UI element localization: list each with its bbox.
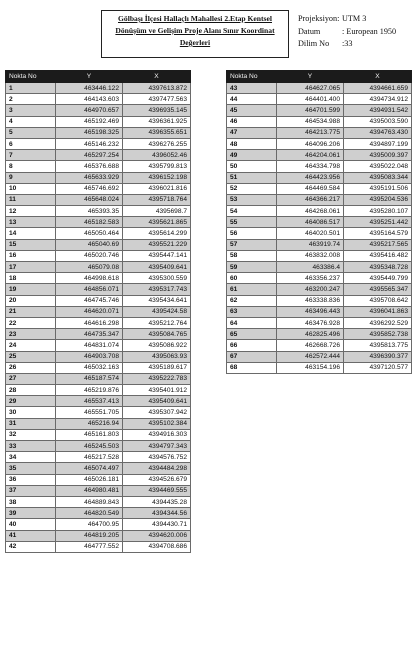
y-cell: 464086.517 — [277, 217, 344, 228]
y-cell: 465376.688 — [56, 161, 123, 172]
point-no-cell: 65 — [227, 329, 277, 340]
point-no-cell: 39 — [6, 508, 56, 519]
x-cell: 4395307.942 — [123, 407, 191, 418]
point-no-cell: 29 — [6, 396, 56, 407]
y-cell: 463476.928 — [277, 317, 344, 328]
table-row — [6, 429, 191, 440]
point-no-cell: 1 — [6, 83, 56, 94]
table-row — [6, 362, 191, 373]
title-line-2: Dönüşüm ve Gelişim Proje Alanı Sınır Koordinat — [115, 26, 275, 35]
y-cell: 464020.501 — [277, 228, 344, 239]
x-cell: 4395251.442 — [344, 217, 412, 228]
x-cell: 4394620.006 — [123, 530, 191, 541]
zone-label: Dilim No — [298, 39, 330, 48]
table-row — [6, 485, 191, 496]
point-no-cell: 26 — [6, 362, 56, 373]
table-row — [6, 172, 191, 183]
point-no-cell: 42 — [6, 541, 56, 552]
y-cell: 464616.298 — [56, 317, 123, 328]
x-cell: 4394576.752 — [123, 452, 191, 463]
y-cell: 462825.496 — [277, 329, 344, 340]
point-no-cell: 4 — [6, 116, 56, 127]
projection-label: Projeksiyon: — [298, 14, 340, 23]
x-cell: 4395698.7 — [123, 206, 191, 217]
header-point-no: Nokta No — [227, 71, 277, 83]
table-row — [6, 452, 191, 463]
y-cell: 465146.232 — [56, 138, 123, 149]
x-cell: 4395813.775 — [344, 340, 412, 351]
point-no-cell: 14 — [6, 228, 56, 239]
x-cell: 4397120.577 — [344, 362, 412, 373]
point-no-cell: 11 — [6, 194, 56, 205]
document-title — [101, 10, 289, 58]
point-no-cell: 48 — [227, 138, 277, 149]
y-cell: 464334.798 — [277, 161, 344, 172]
x-cell: 4395212.764 — [123, 317, 191, 328]
point-no-cell: 67 — [227, 351, 277, 362]
x-cell: 4395348.728 — [344, 262, 412, 273]
table-row — [6, 194, 191, 205]
point-no-cell: 38 — [6, 496, 56, 507]
title-line-1: Gölbaşı İlçesi Hallaçlı Mahallesi 2.Etap Kentsel — [118, 14, 272, 23]
table-row — [6, 373, 191, 384]
point-no-cell: 45 — [227, 105, 277, 116]
y-cell: 464627.065 — [277, 83, 344, 94]
y-cell: 464620.071 — [56, 306, 123, 317]
y-cell: 464745.746 — [56, 295, 123, 306]
point-no-cell: 63 — [227, 306, 277, 317]
x-cell: 4396935.145 — [123, 105, 191, 116]
table-row — [6, 351, 191, 362]
table-row — [227, 329, 412, 340]
x-cell: 4395799.813 — [123, 161, 191, 172]
y-cell: 465074.497 — [56, 463, 123, 474]
y-cell: 465198.325 — [56, 127, 123, 138]
y-cell: 465079.08 — [56, 262, 123, 273]
table-row — [227, 284, 412, 295]
x-cell: 4395217.565 — [344, 239, 412, 250]
y-cell: 465192.469 — [56, 116, 123, 127]
table-row — [227, 206, 412, 217]
x-cell: 4394435.28 — [123, 496, 191, 507]
y-cell: 464980.481 — [56, 485, 123, 496]
point-no-cell: 15 — [6, 239, 56, 250]
table-row — [6, 239, 191, 250]
table-row — [227, 317, 412, 328]
y-cell: 464701.599 — [277, 105, 344, 116]
header-y: Y — [277, 71, 344, 83]
table-row — [6, 474, 191, 485]
table-header-row — [6, 71, 191, 83]
y-cell: 465393.35 — [56, 206, 123, 217]
header-point-no: Nokta No — [6, 71, 56, 83]
point-no-cell: 17 — [6, 262, 56, 273]
point-no-cell: 16 — [6, 250, 56, 261]
x-cell: 4395003.590 — [344, 116, 412, 127]
point-no-cell: 37 — [6, 485, 56, 496]
x-cell: 4396152.198 — [123, 172, 191, 183]
x-cell: 4394897.199 — [344, 138, 412, 149]
x-cell: 4395300.559 — [123, 273, 191, 284]
x-cell: 4394430.71 — [123, 519, 191, 530]
coordinate-table-left — [5, 70, 191, 553]
x-cell: 4394931.542 — [344, 105, 412, 116]
datum-row — [298, 26, 396, 39]
table-row — [227, 239, 412, 250]
point-no-cell: 66 — [227, 340, 277, 351]
x-cell: 4394734.912 — [344, 94, 412, 105]
title-line-3: Değerleri — [179, 38, 211, 47]
point-no-cell: 13 — [6, 217, 56, 228]
x-cell: 4394763.430 — [344, 127, 412, 138]
y-cell: 465537.413 — [56, 396, 123, 407]
point-no-cell: 46 — [227, 116, 277, 127]
y-cell: 464700.95 — [56, 519, 123, 530]
y-cell: 463200.247 — [277, 284, 344, 295]
header-y: Y — [56, 71, 123, 83]
y-cell: 465297.254 — [56, 150, 123, 161]
y-cell: 465026.181 — [56, 474, 123, 485]
table-row — [6, 138, 191, 149]
x-cell: 4395189.617 — [123, 362, 191, 373]
point-no-cell: 33 — [6, 441, 56, 452]
projection-row — [298, 13, 396, 26]
point-no-cell: 27 — [6, 373, 56, 384]
y-cell: 464096.206 — [277, 138, 344, 149]
table-row — [227, 306, 412, 317]
y-cell: 463919.74 — [277, 239, 344, 250]
point-no-cell: 23 — [6, 329, 56, 340]
table-row — [227, 94, 412, 105]
x-cell: 4395191.506 — [344, 183, 412, 194]
point-no-cell: 25 — [6, 351, 56, 362]
point-no-cell: 34 — [6, 452, 56, 463]
x-cell: 4396276.255 — [123, 138, 191, 149]
table-row — [6, 284, 191, 295]
x-cell: 4394469.555 — [123, 485, 191, 496]
x-cell: 4395083.344 — [344, 172, 412, 183]
x-cell: 4394916.303 — [123, 429, 191, 440]
x-cell: 4395317.743 — [123, 284, 191, 295]
y-cell: 463496.443 — [277, 306, 344, 317]
table-row — [227, 183, 412, 194]
x-cell: 4395565.347 — [344, 284, 412, 295]
y-cell: 465040.69 — [56, 239, 123, 250]
y-cell: 465551.705 — [56, 407, 123, 418]
table-row — [6, 228, 191, 239]
point-no-cell: 19 — [6, 284, 56, 295]
y-cell: 463386.4 — [277, 262, 344, 273]
point-no-cell: 60 — [227, 273, 277, 284]
x-cell: 4395449.799 — [344, 273, 412, 284]
y-cell: 465032.163 — [56, 362, 123, 373]
y-cell: 464366.217 — [277, 194, 344, 205]
y-cell: 464856.071 — [56, 284, 123, 295]
x-cell: 4395204.536 — [344, 194, 412, 205]
x-cell: 4395409.641 — [123, 262, 191, 273]
point-no-cell: 44 — [227, 94, 277, 105]
y-cell: 464268.061 — [277, 206, 344, 217]
point-no-cell: 31 — [6, 418, 56, 429]
y-cell: 463338.836 — [277, 295, 344, 306]
x-cell: 4395280.107 — [344, 206, 412, 217]
x-cell: 4395614.299 — [123, 228, 191, 239]
table-row — [227, 150, 412, 161]
y-cell: 464819.205 — [56, 530, 123, 541]
y-cell: 464204.061 — [277, 150, 344, 161]
point-no-cell: 47 — [227, 127, 277, 138]
x-cell: 4395521.229 — [123, 239, 191, 250]
point-no-cell: 56 — [227, 228, 277, 239]
y-cell: 465746.692 — [56, 183, 123, 194]
table-row — [227, 273, 412, 284]
x-cell: 4395708.642 — [344, 295, 412, 306]
table-row — [227, 105, 412, 116]
table-row — [6, 340, 191, 351]
x-cell: 4397613.872 — [123, 83, 191, 94]
point-no-cell: 8 — [6, 161, 56, 172]
table-row — [227, 295, 412, 306]
point-no-cell: 20 — [6, 295, 56, 306]
y-cell: 465648.024 — [56, 194, 123, 205]
point-no-cell: 12 — [6, 206, 56, 217]
x-cell: 4395222.783 — [123, 373, 191, 384]
point-no-cell: 61 — [227, 284, 277, 295]
point-no-cell: 22 — [6, 317, 56, 328]
y-cell: 462668.726 — [277, 340, 344, 351]
x-cell: 4394708.686 — [123, 541, 191, 552]
table-header-row — [227, 71, 412, 83]
y-cell: 465161.803 — [56, 429, 123, 440]
point-no-cell: 18 — [6, 273, 56, 284]
table-row — [6, 418, 191, 429]
point-no-cell: 57 — [227, 239, 277, 250]
x-cell: 4395022.048 — [344, 161, 412, 172]
point-no-cell: 41 — [6, 530, 56, 541]
table-row — [6, 161, 191, 172]
y-cell: 464831.074 — [56, 340, 123, 351]
x-cell: 4397477.563 — [123, 94, 191, 105]
point-no-cell: 30 — [6, 407, 56, 418]
point-no-cell: 43 — [227, 83, 277, 94]
table-row — [6, 250, 191, 261]
table-row — [227, 362, 412, 373]
y-cell: 464777.552 — [56, 541, 123, 552]
x-cell: 4394526.679 — [123, 474, 191, 485]
point-no-cell: 36 — [6, 474, 56, 485]
point-no-cell: 6 — [6, 138, 56, 149]
table-row — [6, 530, 191, 541]
point-no-cell: 28 — [6, 385, 56, 396]
point-no-cell: 68 — [227, 362, 277, 373]
table-row — [6, 508, 191, 519]
header-x: X — [344, 71, 412, 83]
table-row — [6, 116, 191, 127]
table-row — [6, 541, 191, 552]
x-cell: 4395401.912 — [123, 385, 191, 396]
x-cell: 4396361.925 — [123, 116, 191, 127]
y-cell: 464213.775 — [277, 127, 344, 138]
y-cell: 464469.584 — [277, 183, 344, 194]
x-cell: 4396041.863 — [344, 306, 412, 317]
x-cell: 4395416.482 — [344, 250, 412, 261]
table-row — [6, 441, 191, 452]
table-row — [6, 83, 191, 94]
zone-row — [298, 38, 396, 51]
y-cell: 464423.956 — [277, 172, 344, 183]
table-row — [6, 317, 191, 328]
x-cell: 4396021.816 — [123, 183, 191, 194]
point-no-cell: 5 — [6, 127, 56, 138]
table-row — [6, 206, 191, 217]
table-row — [6, 519, 191, 530]
y-cell: 464820.549 — [56, 508, 123, 519]
point-no-cell: 55 — [227, 217, 277, 228]
table-row — [6, 127, 191, 138]
point-no-cell: 64 — [227, 317, 277, 328]
point-no-cell: 40 — [6, 519, 56, 530]
x-cell: 4395447.141 — [123, 250, 191, 261]
x-cell: 4395852.738 — [344, 329, 412, 340]
point-no-cell: 2 — [6, 94, 56, 105]
point-no-cell: 62 — [227, 295, 277, 306]
zone-value: :33 — [342, 39, 353, 48]
table-row — [6, 407, 191, 418]
point-no-cell: 52 — [227, 183, 277, 194]
y-cell: 463832.008 — [277, 250, 344, 261]
y-cell: 462572.444 — [277, 351, 344, 362]
x-cell: 4395102.384 — [123, 418, 191, 429]
point-no-cell: 50 — [227, 161, 277, 172]
point-no-cell: 3 — [6, 105, 56, 116]
x-cell: 4395164.579 — [344, 228, 412, 239]
table-row — [227, 138, 412, 149]
table-row — [6, 329, 191, 340]
table-row — [227, 83, 412, 94]
x-cell: 4395409.641 — [123, 396, 191, 407]
y-cell: 464998.618 — [56, 273, 123, 284]
header-x: X — [123, 71, 191, 83]
table-row — [6, 463, 191, 474]
x-cell: 4395009.397 — [344, 150, 412, 161]
datum-value: : European 1950 — [342, 26, 397, 36]
table-row — [227, 228, 412, 239]
point-no-cell: 10 — [6, 183, 56, 194]
projection-info — [298, 13, 396, 51]
x-cell: 4396390.377 — [344, 351, 412, 362]
x-cell: 4395086.922 — [123, 340, 191, 351]
x-cell: 4395063.93 — [123, 351, 191, 362]
point-no-cell: 58 — [227, 250, 277, 261]
y-cell: 463446.122 — [56, 83, 123, 94]
y-cell: 464903.708 — [56, 351, 123, 362]
table-row — [6, 262, 191, 273]
table-row — [6, 94, 191, 105]
point-no-cell: 49 — [227, 150, 277, 161]
x-cell: 4394797.343 — [123, 441, 191, 452]
point-no-cell: 35 — [6, 463, 56, 474]
y-cell: 464889.843 — [56, 496, 123, 507]
projection-value: UTM 3 — [342, 14, 367, 23]
x-cell: 4394484.298 — [123, 463, 191, 474]
point-no-cell: 9 — [6, 172, 56, 183]
table-row — [6, 183, 191, 194]
point-no-cell: 51 — [227, 172, 277, 183]
table-row — [6, 496, 191, 507]
table-row — [227, 161, 412, 172]
table-row — [227, 172, 412, 183]
y-cell: 464970.657 — [56, 105, 123, 116]
table-row — [227, 194, 412, 205]
y-cell: 465219.876 — [56, 385, 123, 396]
x-cell: 4396355.651 — [123, 127, 191, 138]
point-no-cell: 59 — [227, 262, 277, 273]
table-row — [6, 385, 191, 396]
table-row — [6, 150, 191, 161]
point-no-cell: 24 — [6, 340, 56, 351]
table-row — [227, 262, 412, 273]
y-cell: 465020.746 — [56, 250, 123, 261]
y-cell: 464143.603 — [56, 94, 123, 105]
y-cell: 465216.94 — [56, 418, 123, 429]
point-no-cell: 7 — [6, 150, 56, 161]
point-no-cell: 53 — [227, 194, 277, 205]
y-cell: 465245.503 — [56, 441, 123, 452]
table-row — [227, 217, 412, 228]
x-cell: 4396292.529 — [344, 317, 412, 328]
x-cell: 4395084.765 — [123, 329, 191, 340]
x-cell: 4394661.659 — [344, 83, 412, 94]
y-cell: 465633.929 — [56, 172, 123, 183]
y-cell: 464735.347 — [56, 329, 123, 340]
table-row — [6, 295, 191, 306]
table-row — [227, 116, 412, 127]
y-cell: 464534.988 — [277, 116, 344, 127]
y-cell: 463154.196 — [277, 362, 344, 373]
table-row — [6, 105, 191, 116]
datum-label: Datum — [298, 26, 321, 36]
coordinate-table-right — [226, 70, 412, 374]
point-no-cell: 21 — [6, 306, 56, 317]
x-cell: 4395718.764 — [123, 194, 191, 205]
table-row — [227, 250, 412, 261]
table-row — [227, 351, 412, 362]
point-no-cell: 32 — [6, 429, 56, 440]
table-row — [227, 340, 412, 351]
table-row — [6, 396, 191, 407]
x-cell: 4395424.58 — [123, 306, 191, 317]
y-cell: 465050.464 — [56, 228, 123, 239]
y-cell: 465217.528 — [56, 452, 123, 463]
y-cell: 465187.574 — [56, 373, 123, 384]
x-cell: 4395434.641 — [123, 295, 191, 306]
point-no-cell: 54 — [227, 206, 277, 217]
table-row — [6, 273, 191, 284]
y-cell: 465182.583 — [56, 217, 123, 228]
x-cell: 4394344.56 — [123, 508, 191, 519]
table-row — [6, 217, 191, 228]
x-cell: 4396052.46 — [123, 150, 191, 161]
y-cell: 463356.237 — [277, 273, 344, 284]
table-row — [227, 127, 412, 138]
x-cell: 4395621.865 — [123, 217, 191, 228]
table-row — [6, 306, 191, 317]
y-cell: 464401.400 — [277, 94, 344, 105]
